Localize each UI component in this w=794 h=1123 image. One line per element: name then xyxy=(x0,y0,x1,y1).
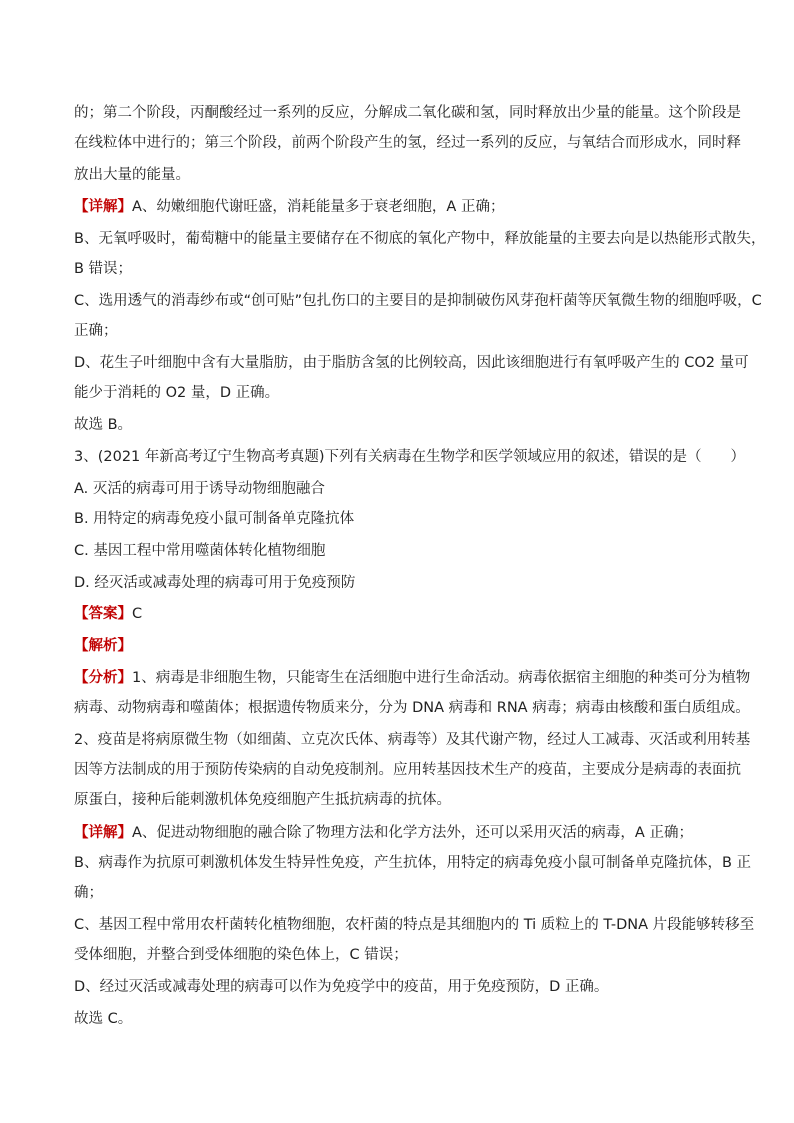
text-line: D. 经灭活或减毒处理的病毒可用于免疫预防 xyxy=(74,575,356,591)
section-text: C xyxy=(132,606,143,622)
section-tag: 【答案】 xyxy=(74,606,132,622)
text-line: 在线粒体中进行的；第三个阶段，前两个阶段产生的氢，经过一系列的反应，与氧结合而形成水，同时释 xyxy=(74,135,741,151)
text-line xyxy=(74,668,751,688)
text-line: 因等方法制成的用于预防传染病的自动免疫制剂。应用转基因技术生产的疫苗，主要成分是病毒的表面抗 xyxy=(74,762,741,778)
section-tag: 【详解】 xyxy=(74,199,132,215)
text-line: 原蛋白，接种后能刺激机体免疫细胞产生抵抗病毒的抗体。 xyxy=(74,792,451,808)
text-line: 放出大量的能量。 xyxy=(74,167,190,183)
text-line xyxy=(74,604,734,624)
text-line: 能少于消耗的 O2 量，D 正确。 xyxy=(74,385,280,401)
text-line: 受体细胞，并整合到受体细胞的染色体上，C 错误； xyxy=(74,947,408,963)
text-line: B、无氧呼吸时，葡萄糖中的能量主要储存在不彻底的氧化产物中，释放能量的主要去向是以热能形式散失， xyxy=(74,231,766,247)
section-tag: 【解析】 xyxy=(74,638,132,654)
section-text: A、幼嫩细胞代谢旺盛，消耗能量多于衰老细胞，A 正确； xyxy=(132,199,505,215)
section-tag: 【详解】 xyxy=(74,825,132,841)
text-line: D、经过灭活或减毒处理的病毒可以作为免疫学中的疫苗，用于免疫预防，D 正确。 xyxy=(74,979,609,995)
text-line: 正确； xyxy=(74,323,118,339)
text-line: B、病毒作为抗原可刺激机体发生特异性免疫，产生抗体，用特定的病毒免疫小鼠可制备单克隆抗体，B 正 xyxy=(74,855,751,871)
text-line xyxy=(74,636,734,656)
text-line: 3、(2021 年新高考辽宁生物高考真题)下列有关病毒在生物学和医学领域应用的叙述，错误的是（ ） xyxy=(74,449,746,465)
text-line: 确； xyxy=(74,885,103,901)
text-line: B. 用特定的病毒免疫小鼠可制备单克隆抗体 xyxy=(74,511,355,527)
text-line: 故选 C。 xyxy=(74,1011,133,1027)
section-text: A、促进动物细胞的融合除了物理方法和化学方法外，还可以采用灭活的病毒，A 正确； xyxy=(132,825,693,841)
text-line: C、基因工程中常用农杆菌转化植物细胞，农杆菌的特点是其细胞内的 Ti 质粒上的 T-DNA 片段能够转移至 xyxy=(74,917,755,933)
section-tag: 【分析】 xyxy=(74,670,132,686)
text-line: A. 灭活的病毒可用于诱导动物细胞融合 xyxy=(74,481,325,497)
text-line: 的；第二个阶段，丙酮酸经过一系列的反应，分解成二氧化碳和氢，同时释放出少量的能量。这个阶段是 xyxy=(74,105,741,121)
text-line: C、选用透气的消毒纱布或“创可贴”包扎伤口的主要目的是抑制破伤风芽孢杆菌等厌氧微生物的细胞呼吸，C xyxy=(74,293,762,309)
text-line: B 错误； xyxy=(74,261,133,277)
section-text: 1、病毒是非细胞生物，只能寄生在活细胞中进行生命活动。病毒依据宿主细胞的种类可分为植物 xyxy=(132,670,751,686)
text-line: 2、疫苗是将病原微生物（如细菌、立克次氏体、病毒等）及其代谢产物，经过人工减毒、灭活或利用转基 xyxy=(74,732,751,748)
text-line xyxy=(74,197,734,217)
text-line: 病毒、动物病毒和噬菌体；根据遗传物质来分，分为 DNA 病毒和 RNA 病毒；病毒由核酸和蛋白质组成。 xyxy=(74,700,750,716)
text-line: D、花生子叶细胞中含有大量脂肪，由于脂肪含氢的比例较高，因此该细胞进行有氧呼吸产生的 CO2 量可 xyxy=(74,355,749,371)
text-line: C. 基因工程中常用噬菌体转化植物细胞 xyxy=(74,543,326,559)
text-line xyxy=(74,823,734,843)
text-line: 故选 B。 xyxy=(74,417,133,433)
